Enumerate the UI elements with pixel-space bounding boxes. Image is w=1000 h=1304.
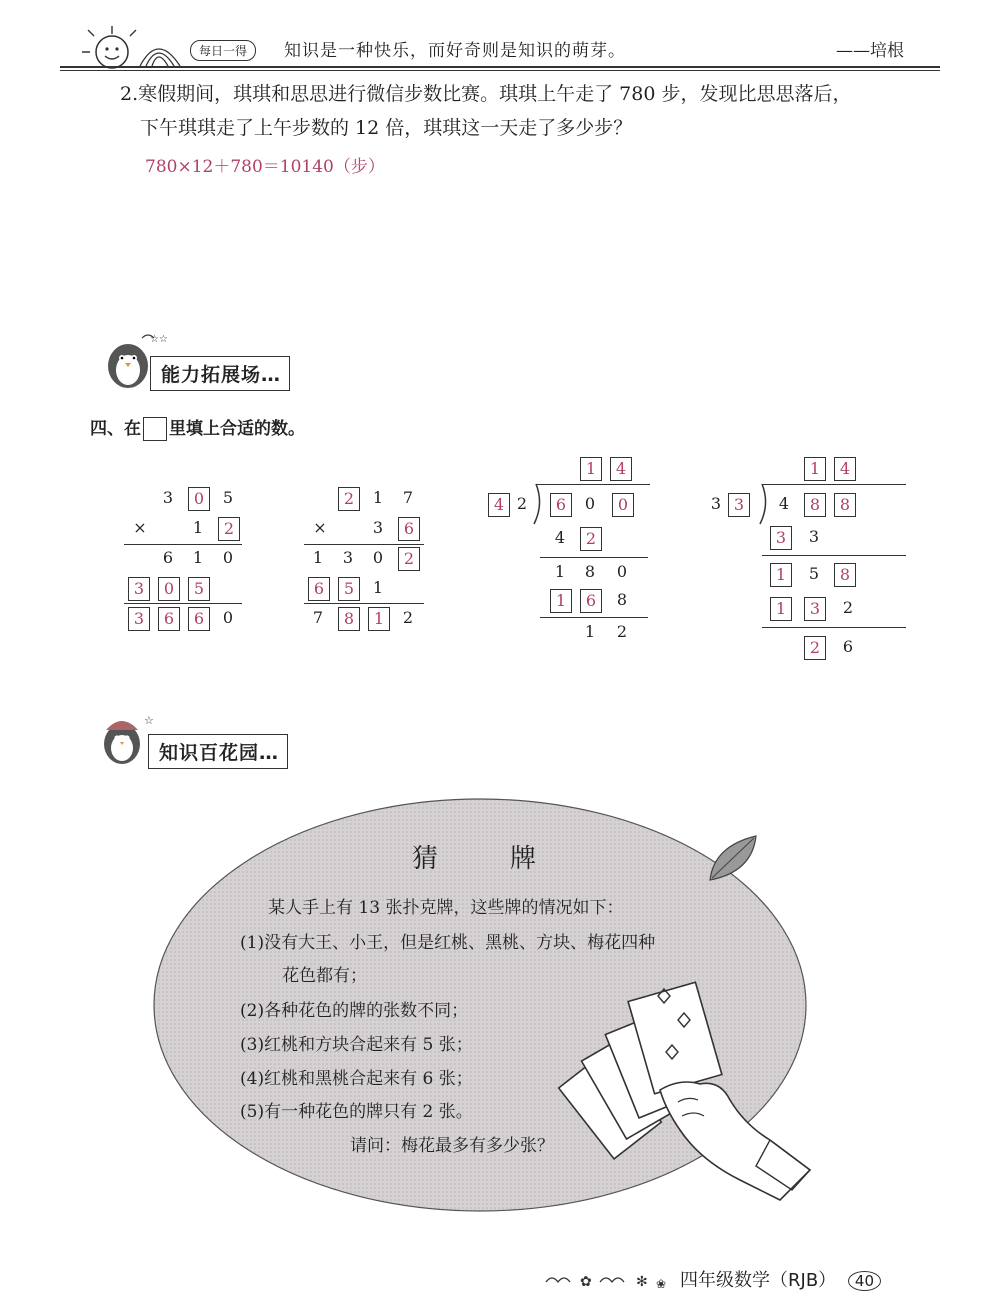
hand-with-cards-icon [570,960,830,1200]
answer-box: 3 [128,577,150,601]
rule-line [540,617,648,618]
section-title-ability: 能力拓展场… [150,356,290,391]
digit: 2 [516,494,528,513]
multiply-sign: × [133,518,147,537]
answer-box: 0 [188,487,210,511]
footer-doodle-icon [540,1264,680,1294]
answer-box: 3 [770,526,792,550]
digit: 0 [584,494,596,513]
header-divider [60,66,940,68]
digit: 8 [584,562,596,581]
rule-line [762,627,906,628]
answer-box: 5 [338,577,360,601]
answer-box: 1 [770,563,792,587]
story-title-char-1: 猜 [412,844,439,874]
digit: 0 [222,608,234,627]
answer-box: 6 [188,607,210,631]
section-title-knowledge: 知识百花园… [148,734,288,769]
question-2-line-1: 2.寒假期间，琪琪和思思进行微信步数比赛。琪琪上午走了 780 步，发现比思思落后， [120,83,852,105]
answer-box: 1 [804,457,826,481]
question-2-line-2: 下午琪琪走了上午步数的 12 倍，琪琪这一天走了多少步？ [140,117,633,139]
digit: 0 [372,548,384,567]
rule-line [304,544,424,545]
division-bar [762,484,906,485]
header-divider-thin [60,70,940,71]
digit: 1 [312,548,324,567]
answer-box: 4 [488,493,510,517]
answer-box: 8 [338,607,360,631]
digit: 5 [808,564,820,583]
digit: 5 [222,488,234,507]
answer-box: 5 [188,577,210,601]
digit: 8 [616,590,628,609]
digit: 0 [222,548,234,567]
story-clue-2: (2)各种花色的牌的张数不同； [240,1001,469,1021]
answer-box: 2 [338,487,360,511]
story-clue-1b: 花色都有； [282,966,367,986]
answer-box: 3 [804,597,826,621]
story-title-char-2: 牌 [510,844,537,874]
answer-box: 1 [580,457,602,481]
digit: 3 [162,488,174,507]
svg-text:✿: ✿ [580,1274,592,1290]
footer-subject: 四年级数学（RJB） [680,1270,837,1291]
answer-box: 8 [834,493,856,517]
answer-box: 4 [610,457,632,481]
answer-box: 6 [398,517,420,541]
exercise-4-label [90,414,305,441]
exercise-4-suffix: 里填上合适的数。 [169,419,305,439]
page-number: 40 [848,1271,881,1291]
digit: 1 [372,578,384,597]
rule-line [540,557,648,558]
rule-line [124,603,242,604]
svg-text:✻: ✻ [636,1274,648,1290]
digit: 1 [554,562,566,581]
header-motto: 知识是一种快乐，而好奇则是知识的萌芽。 [284,41,626,61]
answer-box: 6 [580,589,602,613]
digit: 4 [554,528,566,547]
multiply-sign: × [313,518,327,537]
digit: 6 [842,637,854,656]
exercise-4-prefix: 四、在 [90,419,141,439]
svg-text:☆: ☆ [144,714,154,727]
digit: 2 [402,608,414,627]
svg-text:☆☆: ☆☆ [150,334,168,345]
answer-box: 8 [834,563,856,587]
answer-box: 1 [368,607,390,631]
story-clue-1a: (1)没有大王、小王，但是红桃、黑桃、方块、梅花四种 [240,933,656,953]
story-intro: 某人手上有 13 张扑克牌，这些牌的情况如下： [268,898,624,918]
division-bracket-icon [754,484,770,524]
footer-label [680,1266,881,1292]
svg-text:❀: ❀ [656,1277,667,1291]
answer-box: 3 [728,493,750,517]
digit: 1 [372,488,384,507]
answer-box: 3 [128,607,150,631]
division-bar [536,484,650,485]
answer-box: 2 [804,636,826,660]
header-sun-doodle [80,22,190,70]
digit: 2 [842,598,854,617]
rule-line [124,544,242,545]
story-clue-5: (5)有一种花色的牌只有 2 张。 [240,1102,473,1122]
digit: 7 [312,608,324,627]
answer-box: 4 [834,457,856,481]
answer-box: 2 [580,527,602,551]
rule-line [762,555,906,556]
digit: 1 [584,622,596,641]
answer-box: 6 [158,607,180,631]
digit: 3 [372,518,384,537]
story-clue-4: (4)红桃和黑桃合起来有 6 张； [240,1069,473,1089]
answer-box: 0 [612,493,634,517]
story-question: 请问：梅花最多有多少张？ [350,1136,554,1156]
digit: 1 [192,548,204,567]
blank-box-icon [143,417,167,441]
answer-box: 0 [158,577,180,601]
answer-box: 1 [770,597,792,621]
digit: 3 [808,527,820,546]
digit: 4 [778,494,790,513]
answer-box: 1 [550,589,572,613]
answer-box: 2 [398,547,420,571]
answer-box: 8 [804,493,826,517]
question-2-answer: 780×12＋780＝10140（步） [145,157,385,177]
header-author: ——培根 [836,41,904,61]
answer-box: 6 [308,577,330,601]
digit: 3 [710,494,722,513]
digit: 1 [192,518,204,537]
digit: 2 [616,622,628,641]
answer-box: 2 [218,517,240,541]
digit: 3 [342,548,354,567]
digit: 6 [162,548,174,567]
digit: 7 [402,488,414,507]
answer-box: 6 [550,493,572,517]
digit: 0 [616,562,628,581]
story-clue-3: (3)红桃和方块合起来有 5 张； [240,1035,473,1055]
leaf-icon [706,832,762,884]
rule-line [304,603,424,604]
header-daily-badge: 每日一得 [190,40,256,61]
